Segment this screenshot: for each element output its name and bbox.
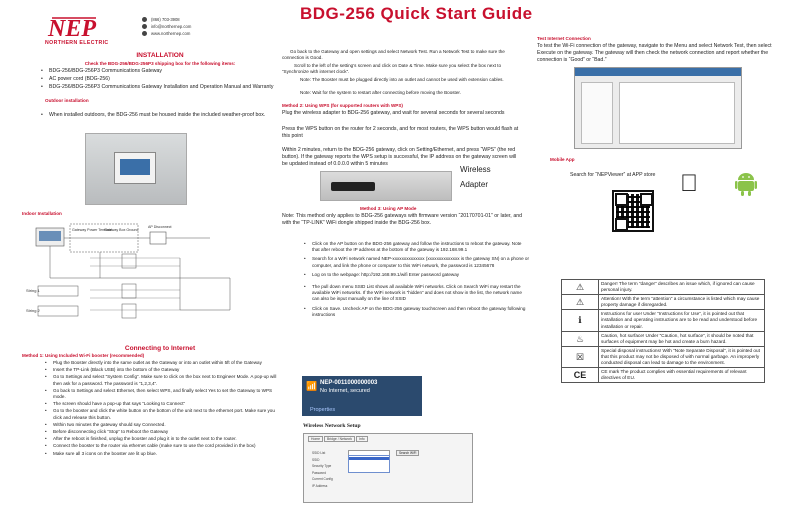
list-item: • BDG-256/BDG-256P3 Communications Gateway Installation and Operation Manual and Warranty	[49, 84, 289, 91]
outdoor-box-photo	[85, 133, 187, 205]
hot-surface-icon: ♨	[562, 331, 599, 346]
diagram-label-string2: String 2	[26, 308, 40, 313]
col2-note1: Note: The Booster must be plugged directly into an outlet and cannot be used with extension cables.	[300, 77, 504, 82]
adapter-label-1: Wireless	[460, 165, 491, 174]
indoor-heading: Indoor Installation	[22, 211, 62, 216]
contact-block	[142, 16, 191, 37]
android-icon	[735, 170, 757, 196]
method2-p2: Press the WPS button on the router for 2 seconds, and for most routers, the WPS button would flash at this point	[282, 126, 519, 139]
field-label: Password	[312, 470, 326, 475]
table-row	[562, 310, 765, 331]
usb-dongle	[331, 182, 375, 191]
page-title: BDG-256 Quick Start Guide	[300, 4, 533, 23]
tab-home[interactable]: Home	[308, 436, 323, 442]
warning-text: CE mark The product complies with essential requirements of relevant directives of EU.	[599, 368, 765, 383]
list-item: • After the reboot is finished, unplug the booster and plug it in to the outlet next to the router.	[53, 436, 281, 442]
field-label: Current Config	[312, 477, 333, 481]
method2-heading: Method 2: Using WPS (for supported routers with WPS)	[282, 103, 403, 108]
phone-icon	[142, 17, 147, 22]
contact-phone: (866) 703-3908	[142, 16, 191, 23]
wifi-name: NEP-0011000000003	[320, 380, 378, 386]
list-item: • Click on the AP button on the BDG-256 gateway and follow the instructions to reboot the gateway. Note that after reboot the IP address at the bottom of the gateway is 192.168.99.1	[312, 241, 530, 253]
list-item: • When installed outdoors, the BDG-256 must be housed inside the included weather-proof box.	[49, 112, 289, 119]
setup-tabs	[308, 437, 368, 441]
email-icon	[142, 24, 147, 29]
method1-steps	[44, 360, 281, 458]
wireless-setup-window	[303, 433, 473, 503]
list-item: • Log on to the webpage: http://192.168.99.1/wifi Enter password gateway	[312, 272, 530, 278]
tab-info[interactable]: Info	[356, 436, 368, 442]
list-item: • Plug the Booster directly into the same outlet as the Gateway or into an outlet within 5ft of the Gateway	[53, 360, 281, 366]
logo-wordmark: NORTHERN ELECTRIC	[45, 40, 109, 46]
danger-icon: ⚠	[562, 280, 599, 295]
warning-text: Special disposal instructions! With “Note Separate Disposal”, it is pointed out that this product may not be disposed of with normal garbage. An improperly conducted disposal can lead to damage to the environment.	[599, 346, 765, 367]
list-item: • Click on Save. Uncheck AP on the BDG-256 gateway touchscreen and then reboot the gateway following instructions	[312, 306, 530, 318]
check-text: Check the BDG-256/BDG-256P3 shipping box for the following items:	[84, 61, 236, 66]
safety-symbols-table	[561, 279, 765, 383]
mobile-heading: Mobile App	[550, 157, 575, 162]
gateway-device	[114, 152, 156, 184]
network-test-screenshot	[574, 67, 742, 149]
setup-field-labels	[312, 450, 333, 489]
col2-intro2: Scroll to the left of the setting’s screen and click on Date & Time. Make sure you select the box next to “Synchronize with internet clock”.	[282, 63, 501, 75]
list-item: • The screen should have a pop-up that says “Looking to Connect”	[53, 401, 281, 407]
field-label: IP Address	[312, 483, 328, 488]
method2-p1: Plug the wireless adapter to BDG-256 gateway, and wait for several seconds for several seconds	[282, 110, 505, 116]
list-item: • Search for a WiFi network named NEP-xxxxxxxxxxxxxx (xxxxxxxxxxxxxx is the gateway SN) on a phone or computer, and link the phone or computer to this WiFi network, the password is 12345678	[312, 256, 530, 268]
search-wifi-button[interactable]: Search WiFi	[396, 450, 419, 456]
mobile-text: Search for “NEPViewer” at APP store	[570, 172, 656, 178]
disposal-icon: ☒	[562, 346, 599, 367]
shipping-items	[40, 68, 289, 92]
list-item: • Go to the booster and click the white button on the bottom of the unit next to the ethernet port. Make sure you click and release this button.	[53, 408, 281, 420]
list-item: • The pull down menu SSID List shows all available WiFi networks. Click on Search WiFi may restart the available WiFi networks. If the WiFi network is “hidden” and does not show in the list, the network name can also be input manually on the line of SSID	[312, 284, 530, 303]
contact-email[interactable]: info@northernep.com	[142, 23, 191, 30]
wifi-properties-link[interactable]: Properties	[310, 407, 336, 413]
list-item: • Within two minutes the gateway should say Connected.	[53, 422, 281, 428]
table-row	[562, 368, 765, 383]
gateway-screen	[120, 159, 150, 175]
method1-heading: Method 1: Using Included Wi-Fi booster (recommended)	[22, 353, 145, 358]
table-row	[562, 346, 765, 367]
list-item: • Make sure all 3 icons on the booster are lit up blue.	[53, 451, 281, 457]
screenshot-main	[619, 82, 735, 144]
table-row	[562, 331, 765, 346]
diagram-label: Gateway Box Ground	[104, 228, 139, 232]
col2-intro1: Go back to the Gateway and open settings and select Network Test. Run a Network Test to make sure the connection is Good.	[282, 49, 505, 61]
list-item: • BDG-256/BDG-256P3 Communications Gateway	[49, 68, 289, 75]
diagram-label: Gateway Power Terminal	[72, 228, 112, 232]
list-item: • Go back to Settings and select Ethernet, then select WPS, and finally select Yes to set the Gateway to WPS mode.	[53, 388, 281, 400]
outdoor-heading: Outdoor installation	[45, 98, 89, 103]
instructions-icon: ℹ	[562, 310, 599, 331]
screenshot-titlebar	[575, 68, 741, 76]
adapter-label-2: Adapter	[460, 180, 489, 189]
wireless-adapter-photo	[320, 171, 452, 201]
attention-icon: ⚠	[562, 295, 599, 310]
list-item: • Insert the TP-Link (Black USB) into the bottom of the Gateway	[53, 367, 281, 373]
col2-note2: Note: Wait for the system to restart after connecting before moving the Booster.	[300, 90, 461, 95]
ssid-dropdown-list[interactable]	[348, 455, 390, 473]
ce-mark-icon: CE	[562, 368, 599, 383]
wifi-status: No Internet, secured	[320, 388, 370, 394]
list-item: • Before disconnecting click “Stop” to Reboot the Gateway	[53, 429, 281, 435]
tab-network[interactable]: Bridge / Network	[324, 436, 355, 442]
setup-title: Wireless Network Setup	[303, 423, 361, 429]
contact-web[interactable]: www.northernep.com	[142, 30, 191, 37]
warning-text: Caution, hot surface! Under “Caution, hot surface”, it should be noted that surfaces of equipment may be hot and create a burn hazard.	[599, 331, 765, 346]
method2-p3: Within 2 minutes, return to the BDG-256 gateway, click on Setting/Ethernet, and press “WPS” (the red button). If the gateway reports the WPS setup is successful, the IP address on the gateway screen will be updated instead of 0.0.0.0 within 5 minutes	[282, 147, 517, 167]
list-item: • AC power cord (BDG-256)	[49, 76, 289, 83]
test-heading: Test Internet Connection	[537, 36, 591, 41]
wiring-diagram	[26, 218, 270, 330]
warning-text: Instructions for use! Under “Instructions for Use”, it is pointed out that installation and operating instructions are to be read and understood before installation or repair.	[599, 310, 765, 331]
screenshot-sidebar	[581, 82, 613, 144]
qr-code[interactable]	[612, 190, 654, 232]
table-row	[562, 280, 765, 295]
svg-text:NEP: NEP	[48, 16, 96, 42]
diagram-label: AP Disconnect	[148, 225, 172, 229]
apple-icon	[680, 170, 698, 198]
field-label: SSID	[312, 457, 320, 462]
field-label: Security Type	[312, 464, 332, 468]
warning-text: Danger! The term “danger” describes an issue which, if ignored can cause personal injury.	[599, 280, 765, 295]
field-label: SSID List	[312, 451, 326, 455]
outdoor-list	[40, 112, 289, 120]
method3-heading: Method 3: Using AP Mode	[360, 206, 417, 211]
warning-text: Attention! With the term “attention” a circumstance is listed which may cause property damage if disregarded.	[599, 295, 765, 310]
method3-note: Note: This method only applies to BDG-256 gateways with firmware version “20170701-01” or later, and with the “TP-LINK” WiFi dongle shipped inside the BDG-256 box.	[282, 213, 522, 226]
globe-icon	[142, 31, 147, 36]
table-row	[562, 295, 765, 310]
wifi-icon: 📶	[306, 381, 318, 391]
list-item: • Connect the booster to the router via ethernet cable (make sure to use the cord provided in the box)	[53, 443, 281, 449]
installation-heading: INSTALLATION	[136, 52, 184, 59]
test-text: To test the Wi-Fi connection of the gateway, navigate to the Menu and select Network Test, then select Execute on the gateway. The gateway will then check the network connection and report whether the connection is “Good” or “Bad.”	[537, 43, 772, 63]
nep-logo	[46, 14, 102, 40]
connecting-heading: Connecting to Internet	[124, 345, 196, 352]
diagram-label-string1: String 1	[26, 288, 40, 293]
method3-steps	[303, 241, 530, 319]
wifi-network-panel[interactable]	[302, 376, 422, 416]
list-item: • Go to Settings and select “System Config”. Make sure to click on the box next to Engineer Mode. A pop-up will then ask for a password. The password is “1,2,3,4”.	[53, 374, 281, 386]
